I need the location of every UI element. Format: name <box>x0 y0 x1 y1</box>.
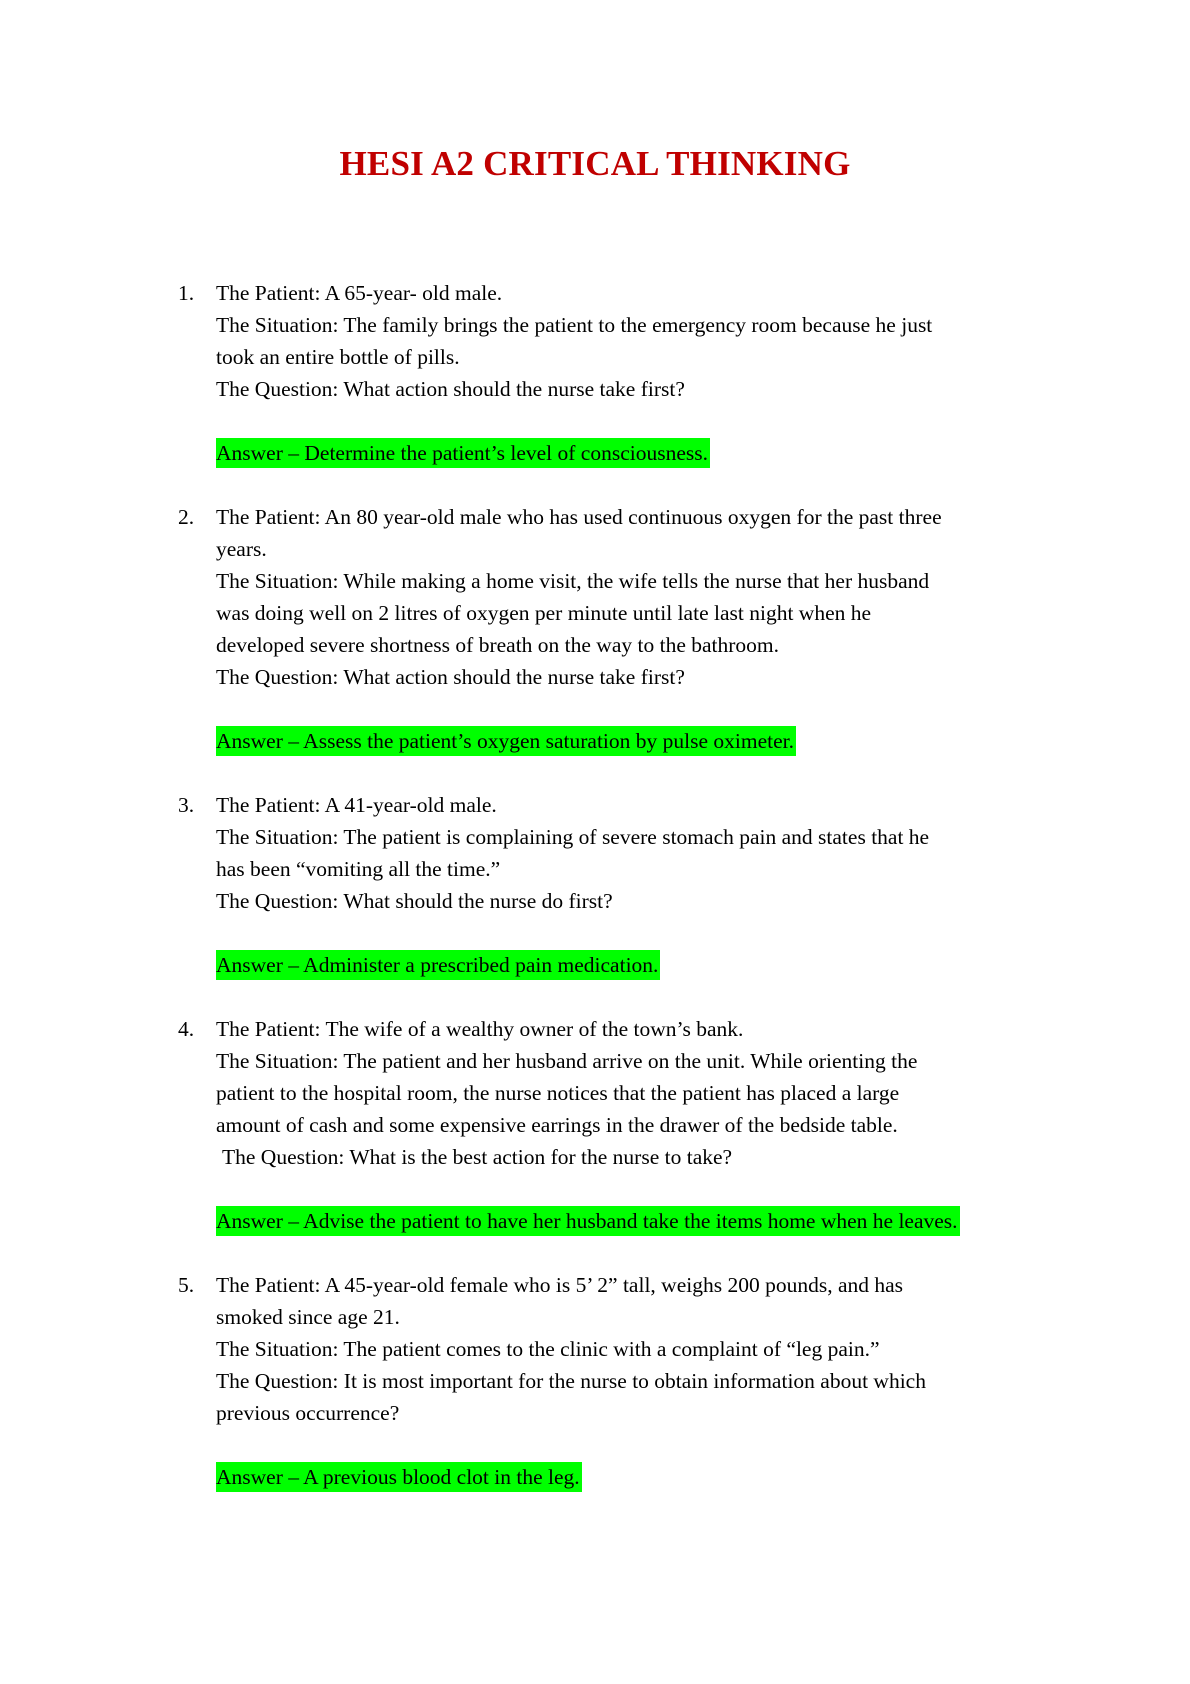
question-number: 2. <box>178 505 195 529</box>
answer-row <box>216 725 1190 757</box>
question-body <box>216 1013 1036 1173</box>
question-item-2 <box>0 501 1190 789</box>
question-number: 1. <box>178 281 195 305</box>
question-list <box>0 277 1190 1493</box>
situation-line: patient to the hospital room, the nurse notices that the patient has placed a large <box>216 1081 900 1105</box>
patient-line: years. <box>216 537 267 561</box>
question-number: 4. <box>178 1017 195 1041</box>
answer-highlight: Answer – Advise the patient to have her husband take the items home when he leaves. <box>216 1206 960 1236</box>
situation-line: The Situation: The patient comes to the clinic with a complaint of “leg pain.” <box>216 1337 880 1361</box>
answer-highlight: Answer – Administer a prescribed pain medication. <box>216 950 660 980</box>
situation-line: The Situation: The family brings the patient to the emergency room because he just <box>216 313 933 337</box>
question-line: The Question: What action should the nurse take first? <box>216 665 685 689</box>
answer-highlight: Answer – Assess the patient’s oxygen saturation by pulse oximeter. <box>216 726 796 756</box>
question-line: The Question: What action should the nurse take first? <box>216 377 685 401</box>
answer-row <box>216 437 1190 469</box>
situation-line: has been “vomiting all the time.” <box>216 857 501 881</box>
situation-line: The Situation: The patient is complaining of severe stomach pain and states that he <box>216 825 930 849</box>
question-line: previous occurrence? <box>216 1401 400 1425</box>
question-number: 3. <box>178 793 195 817</box>
question-line: The Question: What should the nurse do first? <box>216 889 613 913</box>
question-item-1 <box>0 277 1190 501</box>
question-body <box>216 789 1036 917</box>
situation-line: The Situation: The patient and her husband arrive on the unit. While orienting the <box>216 1049 918 1073</box>
patient-line: The Patient: A 45-year-old female who is 5’ 2” tall, weighs 200 pounds, and has <box>216 1273 904 1297</box>
patient-line: The Patient: A 65-year- old male. <box>216 281 503 305</box>
question-item-4 <box>0 1013 1190 1269</box>
question-body <box>216 501 1036 693</box>
answer-highlight: Answer – A previous blood clot in the leg. <box>216 1462 582 1492</box>
answer-row <box>216 1461 1190 1493</box>
question-line: The Question: It is most important for the nurse to obtain information about which <box>216 1369 926 1393</box>
question-item-3 <box>0 789 1190 1013</box>
situation-line: The Situation: While making a home visit, the wife tells the nurse that her husband <box>216 569 930 593</box>
question-body <box>216 277 1036 405</box>
situation-line: was doing well on 2 litres of oxygen per minute until late last night when he <box>216 601 872 625</box>
situation-line: developed severe shortness of breath on the way to the bathroom. <box>216 633 780 657</box>
situation-line: amount of cash and some expensive earrings in the drawer of the bedside table. <box>216 1113 898 1137</box>
patient-line: The Patient: An 80 year-old male who has used continuous oxygen for the past three <box>216 505 942 529</box>
patient-line: The Patient: A 41-year-old male. <box>216 793 497 817</box>
question-item-5 <box>0 1269 1190 1493</box>
question-number: 5. <box>178 1273 195 1297</box>
document-title: HESI A2 CRITICAL THINKING <box>339 144 851 183</box>
answer-highlight: Answer – Determine the patient’s level of consciousness. <box>216 438 710 468</box>
patient-line: The Patient: The wife of a wealthy owner of the town’s bank. <box>216 1017 744 1041</box>
question-body <box>216 1269 1036 1429</box>
answer-row <box>216 949 1190 981</box>
question-line: The Question: What is the best action for the nurse to take? <box>222 1145 733 1169</box>
patient-line: smoked since age 21. <box>216 1305 400 1329</box>
answer-row <box>216 1205 1190 1237</box>
situation-line: took an entire bottle of pills. <box>216 345 460 369</box>
